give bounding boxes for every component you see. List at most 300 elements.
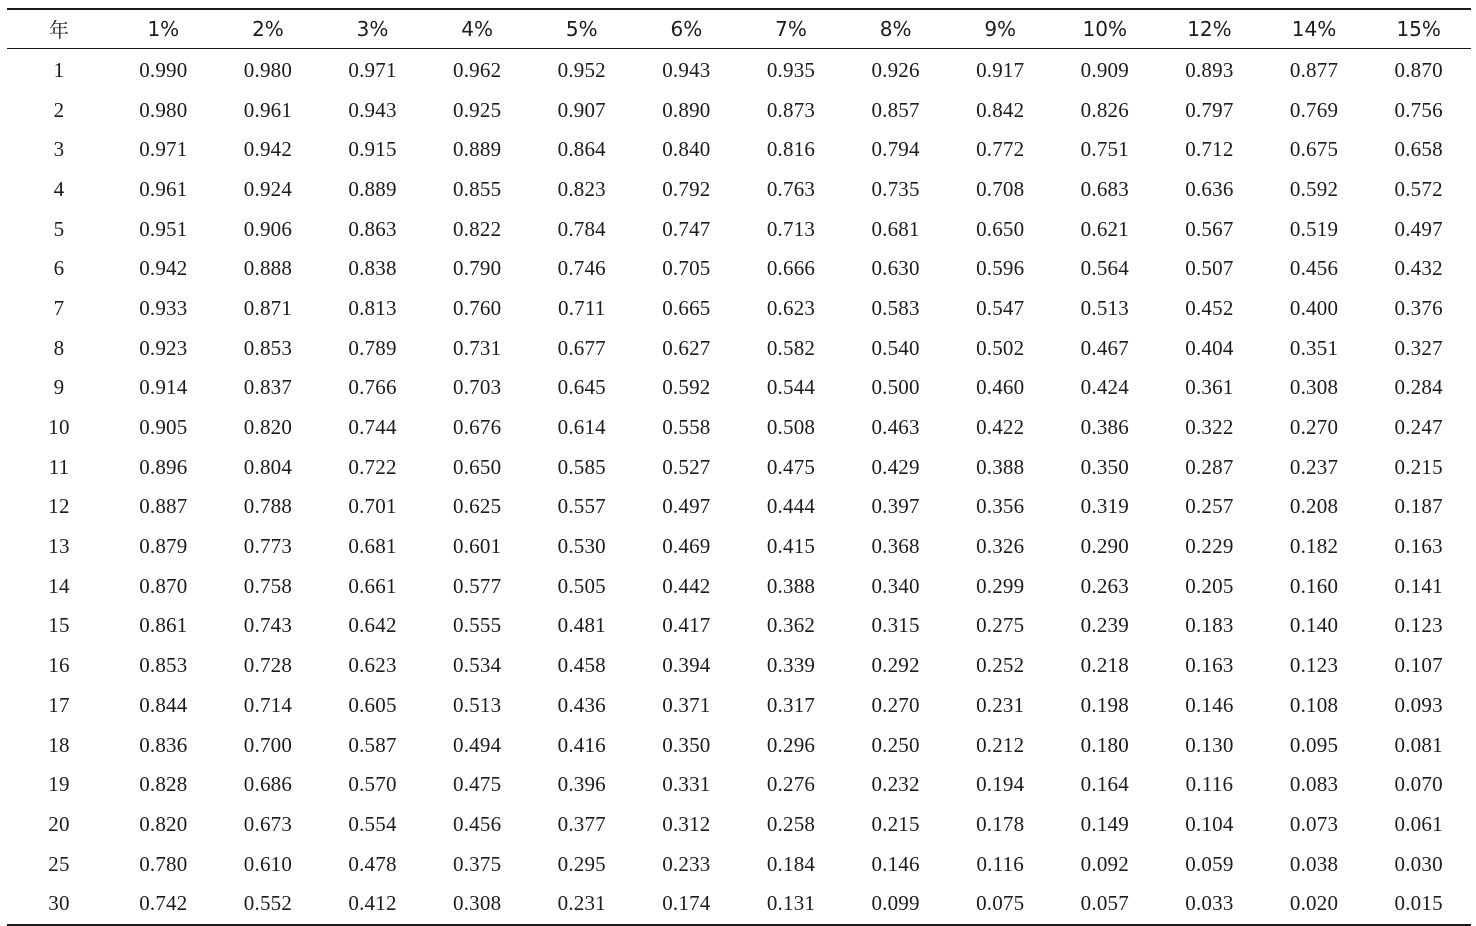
discount-factor-cell: 0.218 [1080,653,1129,678]
discount-factor-cell: 0.527 [662,454,711,479]
discount-factor-cell: 0.070 [1394,772,1443,797]
discount-factor-cell: 0.500 [871,375,920,400]
discount-factor-cell: 0.842 [976,97,1025,122]
discount-factor-cell: 0.853 [243,335,293,360]
discount-factor-cell: 0.388 [976,454,1025,479]
discount-factor-cell: 0.630 [871,256,920,281]
discount-factor-cell: 0.174 [634,884,739,925]
discount-factor-cell: 0.081 [1394,732,1443,757]
discount-factor-cell: 0.061 [1394,811,1443,836]
discount-factor-cell: 0.838 [348,256,397,281]
discount-factor-cell: 0.231 [529,884,634,925]
column-header-rate: 2% [216,9,321,48]
year-cell: 8 [53,335,65,360]
discount-factor-cell: 0.140 [1289,613,1339,638]
discount-factor-cell: 0.890 [662,97,711,122]
discount-factor-cell: 0.873 [766,97,816,122]
discount-factor-cell: 0.057 [1053,884,1158,925]
discount-factor-cell: 0.917 [976,57,1025,82]
discount-factor-cell: 0.601 [453,534,502,559]
discount-factor-cell: 0.327 [1394,335,1443,360]
discount-factor-cell: 0.712 [1185,137,1234,162]
discount-factor-cell: 0.789 [348,335,397,360]
year-cell: 6 [53,256,65,281]
discount-factor-cell: 0.292 [871,653,920,678]
discount-factor-cell: 0.123 [1289,653,1339,678]
discount-factor-cell: 0.675 [1289,137,1339,162]
discount-factor-cell: 0.952 [557,57,606,82]
discount-factor-cell: 0.404 [1185,335,1234,360]
discount-factor-cell: 0.623 [348,653,397,678]
discount-factor-cell: 0.513 [1080,295,1129,320]
table-row [7,765,1471,805]
discount-factor-cell: 0.794 [871,137,920,162]
discount-factor-cell: 0.870 [139,573,188,598]
table-row [7,447,1471,487]
discount-factor-cell: 0.820 [243,415,293,440]
present-value-table [7,8,1471,926]
discount-factor-cell: 0.844 [139,692,188,717]
table-row [7,368,1471,408]
discount-factor-cell: 0.456 [1289,256,1339,281]
discount-factor-cell: 0.108 [1289,692,1339,717]
year-cell: 12 [48,494,70,519]
discount-factor-cell: 0.744 [348,415,397,440]
discount-factor-cell: 0.625 [453,494,502,519]
discount-factor-cell: 0.592 [662,375,711,400]
discount-factor-cell: 0.215 [871,811,920,836]
discount-factor-cell: 0.747 [662,216,711,241]
discount-factor-cell: 0.713 [766,216,816,241]
discount-factor-cell: 0.820 [139,811,188,836]
discount-factor-cell: 0.610 [243,851,293,876]
discount-factor-cell: 0.784 [557,216,606,241]
table-row [7,90,1471,130]
discount-factor-cell: 0.180 [1080,732,1129,757]
discount-factor-cell: 0.714 [243,692,293,717]
year-cell: 2 [53,97,65,122]
discount-factor-cell: 0.864 [557,137,606,162]
table-row [7,646,1471,686]
discount-factor-cell: 0.187 [1394,494,1443,519]
discount-factor-cell: 0.971 [139,137,188,162]
discount-factor-cell: 0.232 [871,772,920,797]
discount-factor-cell: 0.636 [1185,176,1234,201]
discount-factor-cell: 0.943 [348,97,397,122]
discount-factor-cell: 0.592 [1289,176,1339,201]
discount-factor-cell: 0.508 [766,415,816,440]
discount-factor-cell: 0.415 [766,534,816,559]
discount-factor-cell: 0.015 [1366,884,1471,925]
discount-factor-cell: 0.417 [662,613,711,638]
discount-factor-cell: 0.650 [976,216,1025,241]
discount-factor-cell: 0.184 [766,851,816,876]
discount-factor-cell: 0.312 [662,811,711,836]
discount-factor-cell: 0.746 [557,256,606,281]
discount-factor-cell: 0.231 [976,692,1025,717]
discount-factor-cell: 0.708 [976,176,1025,201]
discount-factor-cell: 0.322 [1185,415,1234,440]
discount-factor-cell: 0.107 [1394,653,1443,678]
column-header-rate: 6% [634,9,739,48]
discount-factor-cell: 0.263 [1080,573,1129,598]
discount-factor-cell: 0.823 [557,176,606,201]
discount-factor-cell: 0.038 [1289,851,1339,876]
discount-factor-cell: 0.853 [139,653,188,678]
discount-factor-cell: 0.146 [1185,692,1234,717]
discount-factor-cell: 0.276 [766,772,816,797]
discount-factor-cell: 0.130 [1185,732,1234,757]
discount-factor-cell: 0.760 [453,295,502,320]
discount-factor-cell: 0.555 [453,613,502,638]
discount-factor-cell: 0.299 [976,573,1025,598]
discount-factor-cell: 0.905 [139,415,188,440]
table-row [7,606,1471,646]
discount-factor-cell: 0.212 [976,732,1025,757]
column-header-year: 年 [7,9,111,48]
discount-factor-cell: 0.888 [243,256,293,281]
discount-factor-cell: 0.163 [1394,534,1443,559]
discount-factor-cell: 0.442 [662,573,711,598]
year-cell: 17 [48,692,70,717]
discount-factor-cell: 0.375 [453,851,502,876]
column-header-rate: 14% [1262,9,1367,48]
discount-factor-cell: 0.149 [1080,811,1129,836]
column-header-rate: 1% [111,9,216,48]
discount-factor-cell: 0.377 [557,811,606,836]
discount-factor-cell: 0.429 [871,454,920,479]
discount-factor-cell: 0.567 [1185,216,1234,241]
discount-factor-cell: 0.257 [1185,494,1234,519]
table-row [7,725,1471,765]
discount-factor-cell: 0.497 [662,494,711,519]
discount-factor-cell: 0.879 [139,534,188,559]
discount-factor-cell: 0.742 [111,884,216,925]
discount-factor-cell: 0.467 [1080,335,1129,360]
discount-factor-cell: 0.557 [557,494,606,519]
discount-factor-cell: 0.416 [557,732,606,757]
table-row [7,48,1471,90]
discount-factor-cell: 0.703 [453,375,502,400]
discount-factor-cell: 0.870 [1394,57,1443,82]
column-header-rate: 15% [1366,9,1471,48]
discount-factor-cell: 0.788 [243,494,293,519]
discount-factor-cell: 0.424 [1080,375,1129,400]
discount-factor-cell: 0.475 [766,454,816,479]
discount-factor-cell: 0.665 [662,295,711,320]
discount-factor-cell: 0.160 [1289,573,1339,598]
discount-factor-cell: 0.980 [243,57,293,82]
year-cell: 13 [48,534,70,559]
discount-factor-cell: 0.362 [766,613,816,638]
discount-factor-cell: 0.290 [1080,534,1129,559]
discount-factor-cell: 0.951 [139,216,188,241]
discount-factor-cell: 0.356 [976,494,1025,519]
discount-factor-cell: 0.705 [662,256,711,281]
discount-factor-cell: 0.458 [557,653,606,678]
year-cell: 20 [48,811,70,836]
discount-factor-cell: 0.923 [139,335,188,360]
table-row [7,844,1471,884]
discount-factor-cell: 0.131 [739,884,844,925]
discount-factor-cell: 0.935 [766,57,816,82]
discount-factor-cell: 0.645 [557,375,606,400]
table-row [7,170,1471,210]
discount-factor-cell: 0.183 [1185,613,1234,638]
table-row [7,487,1471,527]
discount-factor-cell: 0.247 [1394,415,1443,440]
discount-factor-cell: 0.116 [976,851,1024,876]
discount-factor-cell: 0.350 [1080,454,1129,479]
discount-factor-cell: 0.558 [662,415,711,440]
discount-factor-cell: 0.394 [662,653,711,678]
discount-factor-cell: 0.673 [243,811,293,836]
discount-factor-cell: 0.661 [348,573,397,598]
discount-factor-cell: 0.104 [1185,811,1234,836]
discount-factor-cell: 0.686 [243,772,293,797]
discount-factor-cell: 0.676 [453,415,502,440]
discount-factor-cell: 0.909 [1080,57,1129,82]
discount-factor-cell: 0.681 [348,534,397,559]
discount-factor-cell: 0.933 [139,295,188,320]
discount-factor-cell: 0.198 [1080,692,1129,717]
table-row [7,686,1471,726]
table-row [7,884,1471,925]
discount-factor-cell: 0.585 [557,454,606,479]
discount-factor-cell: 0.605 [348,692,397,717]
discount-factor-cell: 0.030 [1394,851,1443,876]
discount-factor-cell: 0.907 [557,97,606,122]
year-cell: 14 [48,573,70,598]
discount-factor-cell: 0.194 [976,772,1025,797]
year-cell: 5 [53,216,65,241]
discount-factor-cell: 0.763 [766,176,816,201]
discount-factor-cell: 0.683 [1080,176,1129,201]
present-value-table-container [7,8,1471,926]
column-header-rate: 10% [1053,9,1158,48]
discount-factor-cell: 0.295 [557,851,606,876]
discount-factor-cell: 0.731 [453,335,502,360]
discount-factor-cell: 0.614 [557,415,606,440]
year-cell: 25 [48,851,70,876]
discount-factor-cell: 0.804 [243,454,293,479]
discount-factor-cell: 0.208 [1289,494,1339,519]
discount-factor-cell: 0.507 [1185,256,1234,281]
table-row [7,408,1471,448]
discount-factor-cell: 0.215 [1394,454,1443,479]
discount-factor-cell: 0.971 [348,57,397,82]
discount-factor-cell: 0.711 [558,295,606,320]
discount-factor-cell: 0.059 [1185,851,1234,876]
discount-factor-cell: 0.942 [243,137,293,162]
year-cell: 30 [7,884,111,925]
discount-factor-cell: 0.570 [348,772,397,797]
discount-factor-cell: 0.350 [662,732,711,757]
discount-factor-cell: 0.792 [662,176,711,201]
discount-factor-cell: 0.287 [1185,454,1234,479]
discount-factor-cell: 0.623 [766,295,816,320]
discount-factor-cell: 0.502 [976,335,1025,360]
discount-factor-cell: 0.519 [1289,216,1339,241]
discount-factor-cell: 0.233 [662,851,711,876]
discount-factor-cell: 0.861 [139,613,188,638]
discount-factor-cell: 0.141 [1394,573,1443,598]
discount-factor-cell: 0.564 [1080,256,1129,281]
table-row [7,527,1471,567]
discount-factor-cell: 0.871 [243,295,293,320]
discount-factor-cell: 0.340 [871,573,920,598]
discount-factor-cell: 0.828 [139,772,188,797]
discount-factor-cell: 0.412 [320,884,425,925]
column-header-rate: 8% [843,9,948,48]
year-cell: 4 [53,176,65,201]
discount-factor-cell: 0.478 [348,851,397,876]
discount-factor-cell: 0.896 [139,454,188,479]
discount-factor-cell: 0.577 [453,573,502,598]
column-header-rate: 12% [1157,9,1262,48]
discount-factor-cell: 0.326 [976,534,1025,559]
discount-factor-cell: 0.893 [1185,57,1234,82]
discount-factor-cell: 0.700 [243,732,293,757]
discount-factor-cell: 0.857 [871,97,920,122]
discount-factor-cell: 0.075 [948,884,1053,925]
discount-factor-cell: 0.942 [139,256,188,281]
year-cell: 10 [48,415,70,440]
discount-factor-cell: 0.296 [766,732,816,757]
discount-factor-cell: 0.205 [1185,573,1234,598]
discount-factor-cell: 0.813 [348,295,397,320]
discount-factor-cell: 0.182 [1289,534,1339,559]
discount-factor-cell: 0.319 [1080,494,1129,519]
discount-factor-cell: 0.797 [1185,97,1234,122]
discount-factor-cell: 0.924 [243,176,293,201]
discount-factor-cell: 0.863 [348,216,397,241]
year-cell: 15 [48,613,70,638]
discount-factor-cell: 0.583 [871,295,920,320]
discount-factor-cell: 0.315 [871,613,920,638]
table-row [7,289,1471,329]
year-cell: 9 [53,375,65,400]
discount-factor-cell: 0.371 [662,692,711,717]
discount-factor-cell: 0.587 [348,732,397,757]
discount-factor-cell: 0.422 [976,415,1025,440]
discount-factor-cell: 0.756 [1394,97,1443,122]
discount-factor-cell: 0.915 [348,137,397,162]
table-row [7,249,1471,289]
discount-factor-cell: 0.666 [766,256,816,281]
discount-factor-cell: 0.943 [662,57,711,82]
discount-factor-cell: 0.397 [871,494,920,519]
discount-factor-cell: 0.163 [1185,653,1234,678]
discount-factor-cell: 0.463 [871,415,920,440]
discount-factor-cell: 0.816 [766,137,816,162]
discount-factor-cell: 0.116 [1185,772,1234,797]
discount-factor-cell: 0.780 [139,851,188,876]
discount-factor-cell: 0.308 [1289,375,1339,400]
discount-factor-cell: 0.822 [453,216,502,241]
column-header-rate: 3% [320,9,425,48]
discount-factor-cell: 0.432 [1394,256,1443,281]
column-header-rate: 7% [739,9,844,48]
discount-factor-cell: 0.339 [766,653,816,678]
discount-factor-cell: 0.444 [766,494,816,519]
discount-factor-cell: 0.284 [1394,375,1443,400]
discount-factor-cell: 0.351 [1289,335,1339,360]
discount-factor-cell: 0.099 [843,884,948,925]
discount-factor-cell: 0.961 [243,97,293,122]
discount-factor-cell: 0.837 [243,375,293,400]
discount-factor-cell: 0.252 [976,653,1025,678]
discount-factor-cell: 0.926 [871,57,920,82]
discount-factor-cell: 0.840 [662,137,711,162]
discount-factor-cell: 0.547 [976,295,1025,320]
discount-factor-cell: 0.146 [871,851,920,876]
discount-factor-cell: 0.728 [243,653,293,678]
column-header-rate: 5% [529,9,634,48]
column-header-rate: 9% [948,9,1053,48]
discount-factor-cell: 0.766 [348,375,397,400]
year-cell: 16 [48,653,70,678]
discount-factor-cell: 0.826 [1080,97,1129,122]
discount-factor-cell: 0.481 [557,613,606,638]
table-row [7,328,1471,368]
discount-factor-cell: 0.083 [1289,772,1339,797]
table-row [7,805,1471,845]
discount-factor-cell: 0.544 [766,375,816,400]
discount-factor-cell: 0.020 [1262,884,1367,925]
discount-factor-cell: 0.758 [243,573,293,598]
discount-factor-cell: 0.033 [1157,884,1262,925]
discount-factor-cell: 0.317 [766,692,816,717]
table-header [7,9,1471,48]
discount-factor-cell: 0.925 [453,97,502,122]
discount-factor-cell: 0.361 [1185,375,1234,400]
discount-factor-cell: 0.751 [1080,137,1129,162]
discount-factor-cell: 0.073 [1289,811,1339,836]
discount-factor-cell: 0.650 [453,454,502,479]
discount-factor-cell: 0.275 [976,613,1025,638]
discount-factor-cell: 0.095 [1289,732,1339,757]
discount-factor-cell: 0.658 [1394,137,1443,162]
discount-factor-cell: 0.790 [453,256,502,281]
discount-factor-cell: 0.386 [1080,415,1129,440]
year-cell: 7 [53,295,65,320]
discount-factor-cell: 0.093 [1394,692,1443,717]
year-cell: 19 [48,772,70,797]
discount-factor-cell: 0.889 [453,137,502,162]
discount-factor-cell: 0.743 [243,613,293,638]
discount-factor-cell: 0.270 [1289,415,1339,440]
discount-factor-cell: 0.497 [1394,216,1443,241]
discount-factor-cell: 0.769 [1289,97,1339,122]
discount-factor-cell: 0.250 [871,732,920,757]
discount-factor-cell: 0.962 [453,57,502,82]
discount-factor-cell: 0.889 [348,176,397,201]
discount-factor-cell: 0.961 [139,176,188,201]
discount-factor-cell: 0.906 [243,216,293,241]
discount-factor-cell: 0.258 [766,811,816,836]
discount-factor-cell: 0.475 [453,772,502,797]
discount-factor-cell: 0.681 [871,216,920,241]
discount-factor-cell: 0.092 [1080,851,1129,876]
discount-factor-cell: 0.773 [243,534,293,559]
discount-factor-cell: 0.642 [348,613,397,638]
discount-factor-cell: 0.164 [1080,772,1129,797]
discount-factor-cell: 0.554 [348,811,397,836]
discount-factor-cell: 0.513 [453,692,502,717]
discount-factor-cell: 0.368 [871,534,920,559]
discount-factor-cell: 0.701 [348,494,397,519]
